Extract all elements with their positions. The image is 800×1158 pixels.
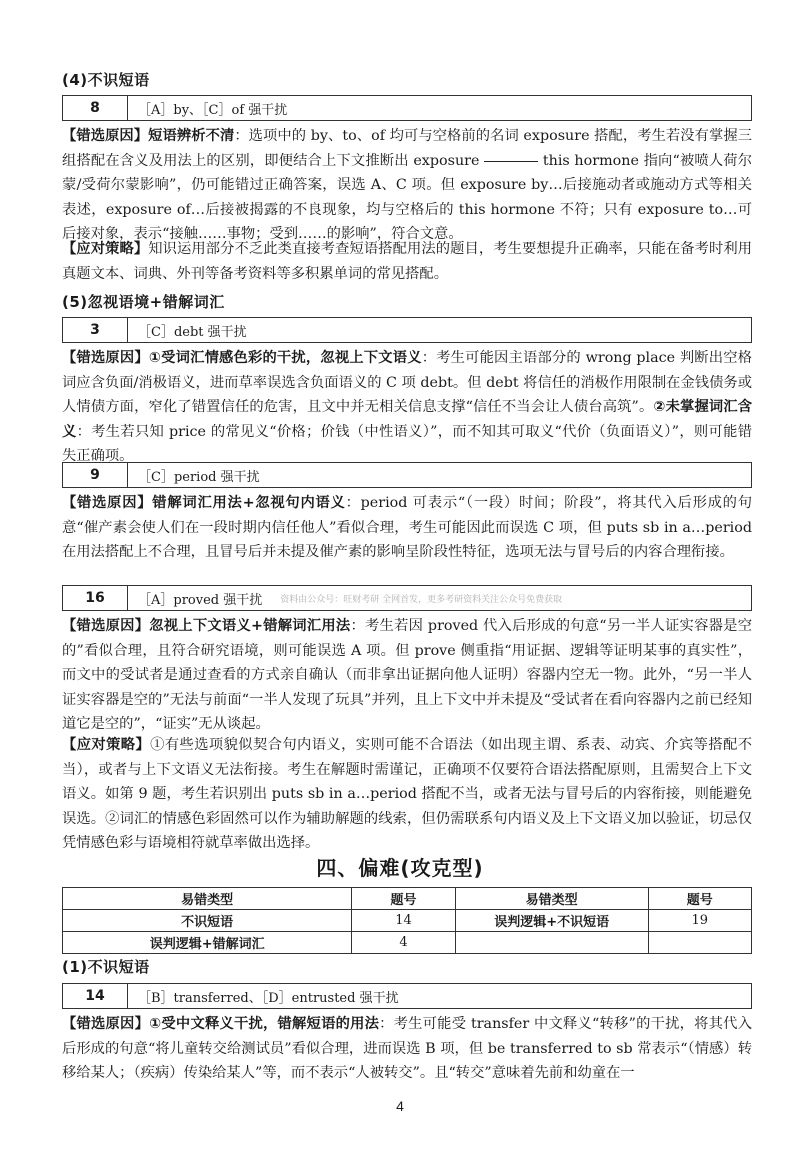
distractor-options: ［A］proved 强干扰 [138, 592, 263, 608]
body-text: 知识运用部分不乏此类直接考查短语搭配用法的题目，考生要想提升正确率，只能在备考时利用真题文本、词典、外刊等备考资料等多积累单词的常见搭配。 [62, 241, 753, 282]
page-number: 4 [396, 1098, 404, 1114]
body-text: ①有些选项貌似契合句内语义，实则可能不合语法（如出现主谓、系表、动宾、介宾等搭配不当），或者与上下文语义无法衔接。考生在解题时需谨记，正确项不仅要符合语法搭配原则，且需契合上下文语义。如第 9 题，考生若识别出 puts sb in a…period 搭配不当，或者无法与冒号后的内容衔接，则能避免误选。②词汇的情感色彩固然可以作为辅助解题的线索，但仍需联系句内语义及上下文语义加以验证，切忌仅凭情感色彩与语境相符就草率做出选择。 [62, 737, 753, 851]
keyword: ②未掌握词汇含义 [62, 399, 752, 440]
paragraph-reason-9 [62, 491, 752, 565]
distractor-options: ［A］by、［C］of 强干扰 [138, 102, 288, 118]
strategy-label: 【应对策略】 [62, 737, 151, 753]
table-header: 题号 [648, 888, 751, 910]
keyword: ①受中文释义干扰，错解短语的用法 [149, 1016, 380, 1032]
watermark-text: 资料由公众号：旺财考研 全网首发，更多考研资料关注公众号免费获取 [280, 594, 563, 605]
paragraph-strategy-2 [62, 733, 752, 856]
table-cell: 误判逻辑+错解词汇 [63, 932, 352, 954]
table-cell: 14 [352, 910, 455, 932]
table-cell: 4 [352, 932, 455, 954]
body-text: ：period 可表示“（一段）时间；阶段”，将其代入后形成的句意“催产素会使人们在一段时期内信任他人”看似合理，考生可能因此而误选 C 项，但 puts sb in a…period 在用法搭配上不合理，且冒号后并未提及催产素的影响呈阶段性特征，选项无法与冒号后的内容合理衔接。 [62, 495, 753, 560]
body-text: ：选项中的 by、to、of 均可与空格前的名词 exposure 搭配，考生若没有掌握三组搭配在含义及用法上的区别，即便结合上下文推断出 exposure [62, 128, 753, 169]
body-text: ：考生若只知 price 的常见义“价格；价钱（中性语义）”，而不知其可取义“代价（负面语义）”，则可能错失正确项。 [62, 423, 752, 464]
paragraph-reason-16 [62, 614, 752, 737]
question-number: 8 [63, 96, 128, 120]
table-header-row [63, 888, 752, 910]
question-box-9 [62, 462, 752, 488]
keyword: 短语辨析不清 [148, 128, 235, 144]
distractor-options: ［C］debt 强干扰 [138, 324, 247, 340]
body-text: ：考生可能因主语部分的 wrong place 判断出空格词应含负面/消极语义，进而草率误选含负面语义的 C 项 debt。但 debt 将信任的消极作用限制在金钱债务或人情债方面，窄化了错置信任的危害，且文中并无相关信息支撑“信任不当会让人债台高筑”。 [62, 350, 753, 415]
table-header: 易错类型 [455, 888, 648, 910]
blank-line [484, 160, 538, 162]
reason-label: 【错选原因】 [62, 1016, 150, 1032]
table-header: 易错类型 [63, 888, 352, 910]
keyword: 忽视上下文语义+错解词汇用法 [149, 618, 351, 634]
body-text: this hormone 指向“被喷人荷尔蒙/受荷尔蒙影响”，仍可能错过正确答案，误选 A、C 项。但 exposure by…后接施动者或施动方式等相关表述，exposure of…后接被揭露的不良现象，均与空格后的 this hormone 不符；只有 exposure to…可后接对象，表示“接触……事物；受到……的影响”，符合文意。 [62, 152, 753, 242]
question-number: 3 [63, 318, 128, 342]
table-cell: 误判逻辑+不识短语 [455, 910, 648, 932]
question-number: 14 [63, 984, 128, 1008]
question-box-14 [62, 983, 752, 1009]
error-type-table [62, 887, 752, 954]
reason-label: 【错选原因】 [62, 618, 150, 634]
question-box-3 [62, 317, 752, 343]
reason-label: 【错选原因】 [62, 495, 153, 511]
keyword: ①受词汇情感色彩的干扰，忽视上下文语义 [148, 350, 422, 366]
question-number: 9 [63, 463, 128, 487]
table-row [63, 910, 752, 932]
paragraph-reason-14 [62, 1012, 752, 1086]
paragraph-reason-3 [62, 346, 752, 469]
section-heading-phrases: (4)不识短语 [62, 71, 150, 89]
table-header: 题号 [352, 888, 455, 910]
paragraph-strategy-1 [62, 237, 752, 286]
question-box-8 [62, 95, 752, 121]
table-cell [648, 932, 751, 954]
section-heading-phrases-2: (1)不识短语 [62, 958, 150, 976]
distractor-options: ［B］transferred、［D］entrusted 强干扰 [138, 990, 399, 1006]
question-number: 16 [63, 586, 128, 610]
table-cell: 19 [648, 910, 751, 932]
table-cell [455, 932, 648, 954]
body-text: ：考生可能受 transfer 中文释义“转移”的干扰，将其代入后形成的句意“将儿童转交给测试员”看似合理，进而误选 B 项，但 be transferred to sb 常表示“（情感）转移给某人；（疾病）传染给某人”等，而不表示“人被转交”。且“转交”意味着先前和幼童在一 [62, 1016, 752, 1081]
body-text: ：考生若因 proved 代入后形成的句意“另一半人证实容器是空的”看似合理，且符合研究语境，则可能误选 A 项。但 prove 侧重指“用证据、逻辑等证明某事的真实性”，而文中的受试者是通过查看的方式亲自确认（而非拿出证据向他人证明）容器内空无一物。此外，“另一半人证实容器是空的”无法与前面“一半人发现了玩具”并列，且上下文中并未提及“受试者在看向容器内之前已经知道它是空的”，“证实”无从谈起。 [62, 618, 752, 732]
keyword: 错解词汇用法+忽视句内语义 [152, 495, 346, 511]
paragraph-reason-8 [62, 124, 752, 247]
distractor-options: ［C］period 强干扰 [138, 469, 260, 485]
reason-label: 【错选原因】 [62, 128, 149, 144]
section-title: 四、偏难(攻克型) [316, 856, 484, 880]
table-cell: 不识短语 [63, 910, 352, 932]
table-row [63, 932, 752, 954]
question-box-16 [62, 585, 752, 611]
strategy-label: 【应对策略】 [62, 241, 149, 257]
section-heading-context: (5)忽视语境+错解词汇 [62, 293, 225, 311]
reason-label: 【错选原因】 [62, 350, 149, 366]
